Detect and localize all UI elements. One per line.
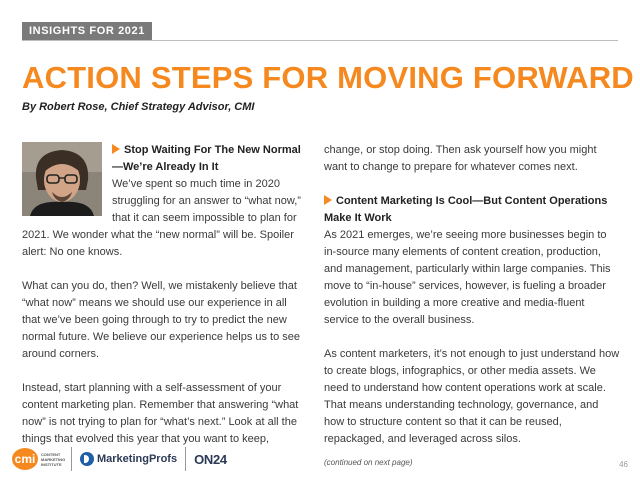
arrow-bullet-icon [112, 144, 120, 154]
section-kicker: INSIGHTS FOR 2021 [22, 22, 152, 40]
marketingprofs-logo [80, 452, 177, 466]
author-photo-icon [22, 142, 102, 216]
header-rule [22, 22, 618, 41]
continued-note: (continued on next page) [324, 458, 413, 467]
section2-heading-text: Content Marketing Is Cool—But Content Operations Make It Work [324, 195, 608, 224]
section1-paragraph-3: Instead, start planning with a self-assessment of your content marketing plan. Remember that answering “what now” is not trying to plan for “what’s next.” Look at all the things that evolved this year that you want to keep, [22, 382, 299, 445]
left-column [22, 142, 308, 448]
author-photo [22, 142, 102, 216]
page-number: 46 [619, 460, 628, 469]
footer-divider [185, 447, 186, 471]
section2-paragraph-2: As content marketers, it’s not enough to just understand how to create blogs, infographics, or other media assets. We need to understand how content operations work at scale. That means understanding technology, governance, and how to structure content so that it can be reused, repackaged, and leveraged across silos. [324, 348, 620, 445]
cmi-logo [12, 448, 66, 470]
cmi-logo-icon: cmi [12, 448, 38, 470]
cmi-logo-text: CONTENT MARKETING INSTITUTE [41, 451, 66, 467]
author-byline: By Robert Rose, Chief Strategy Advisor, CMI [22, 101, 255, 113]
footer-divider [71, 447, 72, 471]
page-title: ACTION STEPS FOR MOVING FORWARD [22, 60, 634, 95]
section2-paragraph-1: As 2021 emerges, we’re seeing more businesses begin to in-source many elements of content creation, production, and management, particularly within large companies. This move to “in-house” services, however, is fueling a broader evolution in building a more creative and media-fluent service to the overall business. [324, 229, 611, 326]
right-column [324, 142, 620, 471]
section1-paragraph-3-continued: change, or stop doing. Then ask yourself how you might want to change to prepare for whatever comes next. [324, 144, 597, 173]
on24-logo: ON24 [194, 451, 227, 467]
section1-paragraph-1: We’ve spent so much time in 2020 struggling for an answer to “what now,” that it can seem impossible to plan for 2021. We wonder what the “new normal” will be. Spoiler alert: No one knows. [22, 178, 301, 258]
marketingprofs-icon [80, 452, 94, 466]
section1-heading-text: Stop Waiting For The New Normal—We’re Already In It [112, 144, 301, 173]
footer-logos [12, 446, 227, 472]
section1-paragraph-2: What can you do, then? Well, we mistakenly believe that “what now” means we should use our experience in all that we’ve been going through to try to predict the new normal future. We believe our experience helps us to see around corners. [22, 280, 301, 360]
marketingprofs-text: MarketingProfs [97, 453, 178, 465]
arrow-bullet-icon [324, 195, 332, 205]
section2-heading [324, 193, 620, 227]
